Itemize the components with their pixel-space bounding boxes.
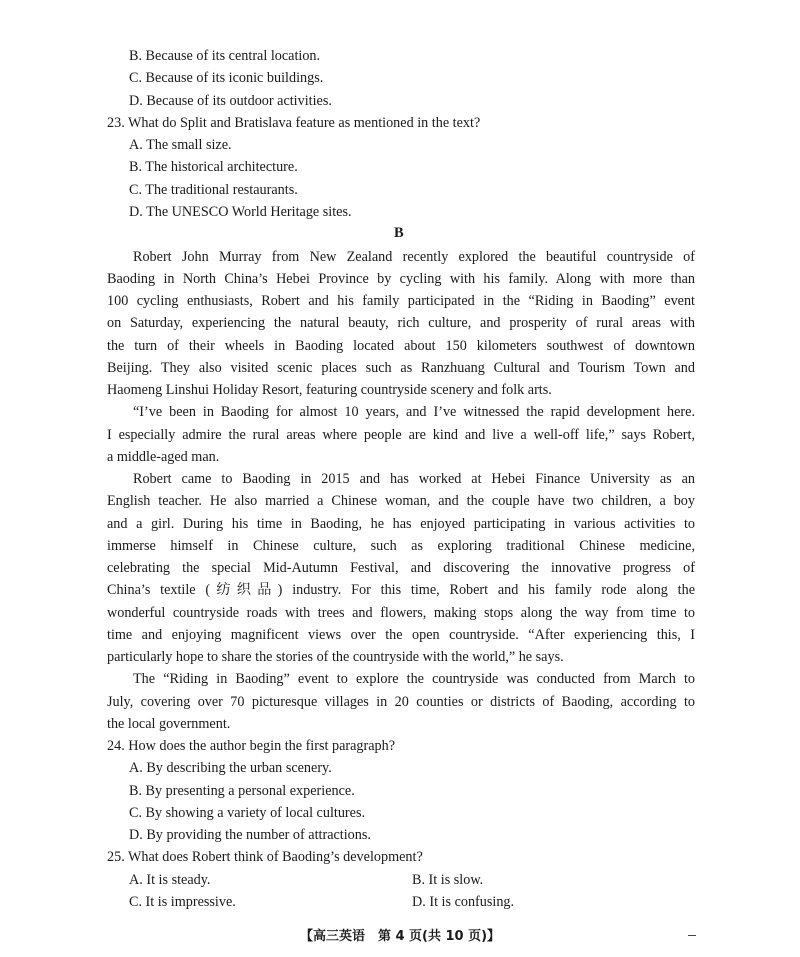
corner-mark bbox=[688, 935, 696, 936]
passage-line: 100 cycling enthusiasts, Robert and his family participated in the “Riding in Baoding” event bbox=[107, 293, 695, 309]
q24-stem: 24. How does the author begin the first paragraph? bbox=[107, 738, 395, 754]
passage-line: I especially admire the rural areas where people are kind and live a well-off life,” says Robert, bbox=[107, 427, 695, 443]
passage-line: wonderful countryside roads with trees and flowers, making stops along the way from time to bbox=[107, 605, 695, 621]
passage-line: the local government. bbox=[107, 716, 231, 732]
q23-option-c: C. The traditional restaurants. bbox=[129, 182, 298, 198]
q22-option-d: D. Because of its outdoor activities. bbox=[129, 93, 332, 109]
passage-line: celebrating the special Mid-Autumn Festival, and discovering the innovative progress of bbox=[107, 560, 695, 576]
section-label: B bbox=[394, 225, 404, 241]
passage-line: Robert came to Baoding in 2015 and has worked at Hebei Finance University as an bbox=[133, 471, 695, 487]
passage-line: time and enjoying magnificent views over the open countryside. “After experiencing this, I bbox=[107, 627, 695, 643]
q24-option-a: A. By describing the urban scenery. bbox=[129, 760, 332, 776]
q23-option-a: A. The small size. bbox=[129, 137, 232, 153]
q23-stem: 23. What do Split and Bratislava feature as mentioned in the text? bbox=[107, 115, 481, 131]
page-footer: 【高三英语 第 4 页(共 10 页)】 bbox=[299, 929, 501, 944]
passage-line: Haomeng Linshui Holiday Resort, featuring countryside scenery and folk arts. bbox=[107, 382, 552, 398]
q22-option-c: C. Because of its iconic buildings. bbox=[129, 70, 324, 86]
passage-line: on Saturday, experiencing the natural beauty, rich culture, and prosperity of rural areas with bbox=[107, 315, 695, 331]
passage-line: “I’ve been in Baoding for almost 10 years, and I’ve witnessed the rapid development here. bbox=[133, 404, 695, 420]
passage-line: Baoding in North China’s Hebei Province by cycling with his family. Along with more than bbox=[107, 271, 695, 287]
passage-line: the turn of their wheels in Baoding located about 150 kilometers southwest of downtown bbox=[107, 338, 695, 354]
passage-line: Beijing. They also visited scenic places such as Ranzhuang Cultural and Tourism Town and bbox=[107, 360, 695, 376]
q25-option-b: B. It is slow. bbox=[412, 872, 484, 888]
q25-option-d: D. It is confusing. bbox=[412, 894, 515, 910]
passage-line: Robert John Murray from New Zealand recently explored the beautiful countryside of bbox=[133, 249, 695, 265]
q22-option-b: B. Because of its central location. bbox=[129, 48, 321, 64]
q24-option-c: C. By showing a variety of local cultures. bbox=[129, 805, 366, 821]
q24-option-d: D. By providing the number of attractions. bbox=[129, 827, 371, 843]
q25-stem: 25. What does Robert think of Baoding’s development? bbox=[107, 849, 423, 865]
q23-option-b: B. The historical architecture. bbox=[129, 159, 298, 175]
passage-line: English teacher. He also married a Chinese woman, and the couple have two children, a boy bbox=[107, 493, 695, 509]
q24-option-b: B. By presenting a personal experience. bbox=[129, 783, 355, 799]
passage-line: particularly hope to share the stories of the countryside with the world,” he says. bbox=[107, 649, 564, 665]
passage-line: a middle-aged man. bbox=[107, 449, 220, 465]
passage-line: and a girl. During his time in Baoding, he has enjoyed participating in various activities to bbox=[107, 516, 695, 532]
q25-option-a: A. It is steady. bbox=[129, 872, 211, 888]
q23-option-d: D. The UNESCO World Heritage sites. bbox=[129, 204, 352, 220]
passage-line: immerse himself in Chinese culture, such as exploring traditional Chinese medicine, bbox=[107, 538, 695, 554]
passage-line: July, covering over 70 picturesque villages in 20 counties or districts of Baoding, according to bbox=[107, 694, 695, 710]
q25-option-c: C. It is impressive. bbox=[129, 894, 236, 910]
passage-line: China’s textile (纺织品) industry. For this time, Robert and his family rode along the bbox=[107, 582, 695, 598]
passage-line: The “Riding in Baoding” event to explore the countryside was conducted from March to bbox=[133, 671, 695, 687]
